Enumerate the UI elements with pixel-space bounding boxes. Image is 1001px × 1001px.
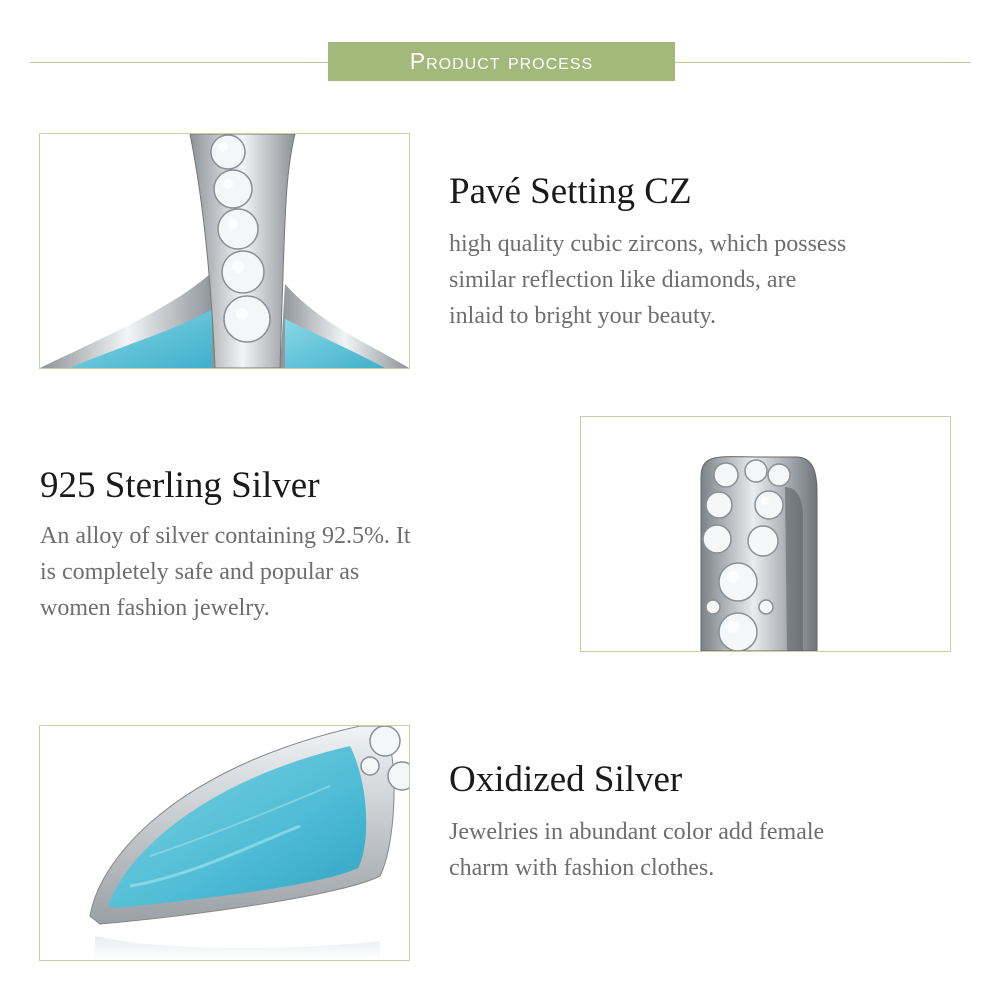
section-description: [40, 518, 411, 626]
description-line: women fashion jewelry.: [40, 595, 270, 621]
section-title: 925 Sterling Silver: [40, 465, 320, 506]
description-line: inlaid to bright your beauty.: [449, 303, 717, 329]
header-rule-right: [675, 62, 971, 63]
description-line: high quality cubic zircons, which possess: [449, 231, 847, 257]
description-line: similar reflection like diamonds, are: [449, 267, 797, 293]
description-line: Jewelries in abundant color add female: [449, 819, 825, 845]
section-title: Pavé Setting CZ: [449, 171, 692, 212]
oxidized-silver-illustration: [40, 726, 409, 960]
pave-setting-image: [39, 133, 410, 369]
header-rule-left: [30, 62, 328, 63]
sterling-silver-image: [580, 416, 951, 652]
section-banner: [328, 42, 675, 81]
banner-label: Product process: [409, 48, 594, 74]
section-description: [449, 226, 846, 334]
description-line: charm with fashion clothes.: [449, 855, 715, 881]
section-description: [449, 814, 824, 886]
pave-setting-illustration: [40, 134, 409, 368]
oxidized-silver-image: [39, 725, 410, 961]
sterling-silver-illustration: [581, 417, 950, 651]
section-title: Oxidized Silver: [449, 759, 683, 800]
description-line: is completely safe and popular as: [40, 559, 360, 585]
description-line: An alloy of silver containing 92.5%. It: [40, 523, 411, 549]
